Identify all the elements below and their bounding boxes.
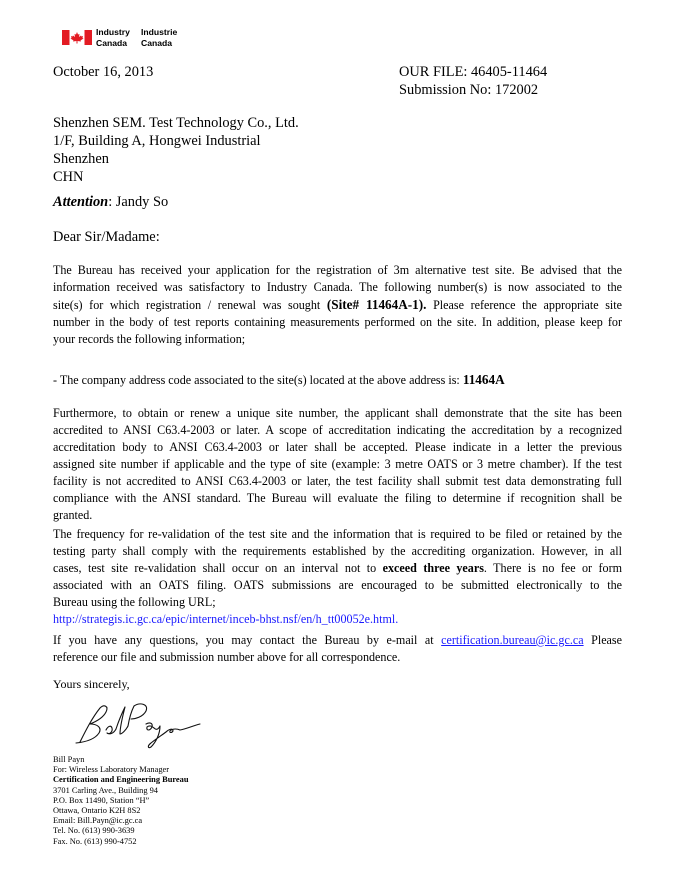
text-line: information received was satisfactory to Industry Canada. The following number(s) is now associated to the — [53, 280, 622, 294]
signer-name: Bill Payn — [53, 755, 85, 764]
bold-text: exceed three years — [382, 561, 484, 575]
recipient-address — [53, 114, 299, 186]
text-line — [53, 560, 622, 577]
text-line: facility is not accredited to ANSI C63.4-2003 or later, the test facility shall submit test data demonstrating full — [53, 474, 622, 488]
closing: Yours sincerely, — [53, 677, 130, 691]
address-code-line — [53, 371, 622, 389]
address-code-value: 11464A — [462, 372, 505, 387]
address-code-text: - The company address code associated to the site(s) located at the above address is: — [53, 373, 463, 387]
logo-en-line1: Industry — [96, 27, 130, 37]
address-line: Shenzhen SEM. Test Technology Co., Ltd. — [53, 115, 299, 131]
paragraph-revalidation — [53, 526, 622, 628]
logo-en-line2: Canada — [96, 37, 128, 48]
text-line: associated with an OATS filing. OATS submissions are encouraged to be submitted electronically to the — [53, 578, 622, 592]
address-line: Shenzhen — [53, 151, 109, 167]
text-line: granted. — [53, 508, 93, 522]
signer-address-line: 3701 Carling Ave., Building 94 — [53, 785, 158, 795]
signer-address-line: P.O. Box 11490, Station “H” — [53, 795, 150, 805]
text-run: Please — [583, 633, 623, 647]
attention-label: Attention — [53, 194, 109, 210]
paragraph-accreditation — [53, 405, 622, 524]
file-number: OUR FILE: 46405-11464 — [399, 64, 548, 80]
text-run: site(s) for which registration / renewal was sought — [53, 298, 327, 312]
signer-email: Email: Bill.Payn@ic.gc.ca — [53, 816, 143, 826]
text-line: assigned site number if applicable and the type of site (example: 3 metre OATS or 3 metre chamber). If the test — [53, 457, 622, 471]
site-number: (Site# 11464A-1). — [326, 297, 427, 312]
signer-address-line: Ottawa, Ontario K2H 8S2 — [53, 806, 141, 816]
text-line: The frequency for re-validation of the test site and the information that is required to be filed or retained by the — [53, 527, 622, 541]
logo-fr-line2: Canada — [141, 37, 173, 48]
text-line: reference our file and submission number above for all correspondence. — [53, 650, 401, 664]
text-line: compliance with the ANSI standard. The Bureau will evaluate the filing to determine if recognition shall be — [53, 491, 622, 505]
text-line: The Bureau has received your application for the registration of 3m alternative test site. Be advised that the — [53, 263, 622, 277]
attention-name: Jandy So — [115, 194, 169, 210]
salutation: Dear Sir/Madame: — [53, 229, 160, 245]
signer-title: For: Wireless Laboratory Manager — [53, 765, 170, 775]
letter-date: October 16, 2013 — [53, 64, 154, 80]
signer-phone: Tel. No. (613) 990-3639 — [53, 826, 135, 836]
text-line — [53, 296, 622, 314]
text-line: your records the following information; — [53, 332, 246, 346]
logo-fr-line1: Industrie — [141, 27, 178, 37]
text-run: Please reference the appropriate site — [426, 298, 623, 312]
text-run: cases, test site re-validation shall occur on an interval not to — [53, 561, 383, 575]
text-line: accreditation body to ANSI C63.4-2003 or later shall be accepted. Please indicate in a letter the previous — [53, 440, 622, 454]
logo-text-fr — [141, 27, 177, 48]
handwritten-signature — [62, 702, 212, 750]
oats-url-link[interactable]: http://strategis.ic.gc.ca/epic/internet/inceb-bhst.nsf/en/h_tt00052e.html. — [53, 612, 399, 626]
signer-organization: Certification and Engineering Bureau — [53, 775, 189, 785]
attention-sep: : — [108, 194, 116, 210]
text-line: Bureau using the following URL; — [53, 595, 216, 609]
paragraph-registration — [53, 262, 622, 348]
signature-block — [53, 755, 188, 847]
text-line: accredited to ANSI C63.4-2003 or later. A scope of accreditation indicating the accreditation by a recognized — [53, 423, 622, 437]
signer-fax: Fax. No. (613) 990-4752 — [53, 836, 137, 846]
address-line: CHN — [53, 169, 84, 185]
bureau-email-link[interactable]: certification.bureau@ic.gc.ca — [441, 633, 584, 647]
logo-text-en — [96, 27, 130, 48]
canada-flag-icon — [62, 30, 92, 45]
text-line — [53, 632, 622, 649]
text-line: Furthermore, to obtain or renew a unique site number, the applicant shall demonstrate that the site has been — [53, 406, 622, 420]
text-run: . There is no fee or form — [483, 561, 622, 575]
address-line: 1/F, Building A, Hongwei Industrial — [53, 133, 261, 149]
text-run: If you have any questions, you may contact the Bureau by e-mail at — [53, 633, 442, 647]
text-line: number in the body of test reports containing measurements performed on the site. In addition, please keep for — [53, 315, 622, 329]
text-line: testing party shall comply with the requirements established by the accrediting organization. However, in all — [53, 544, 622, 558]
attention-line — [53, 193, 168, 211]
submission-number: Submission No: 172002 — [399, 82, 539, 98]
paragraph-contact — [53, 632, 622, 666]
